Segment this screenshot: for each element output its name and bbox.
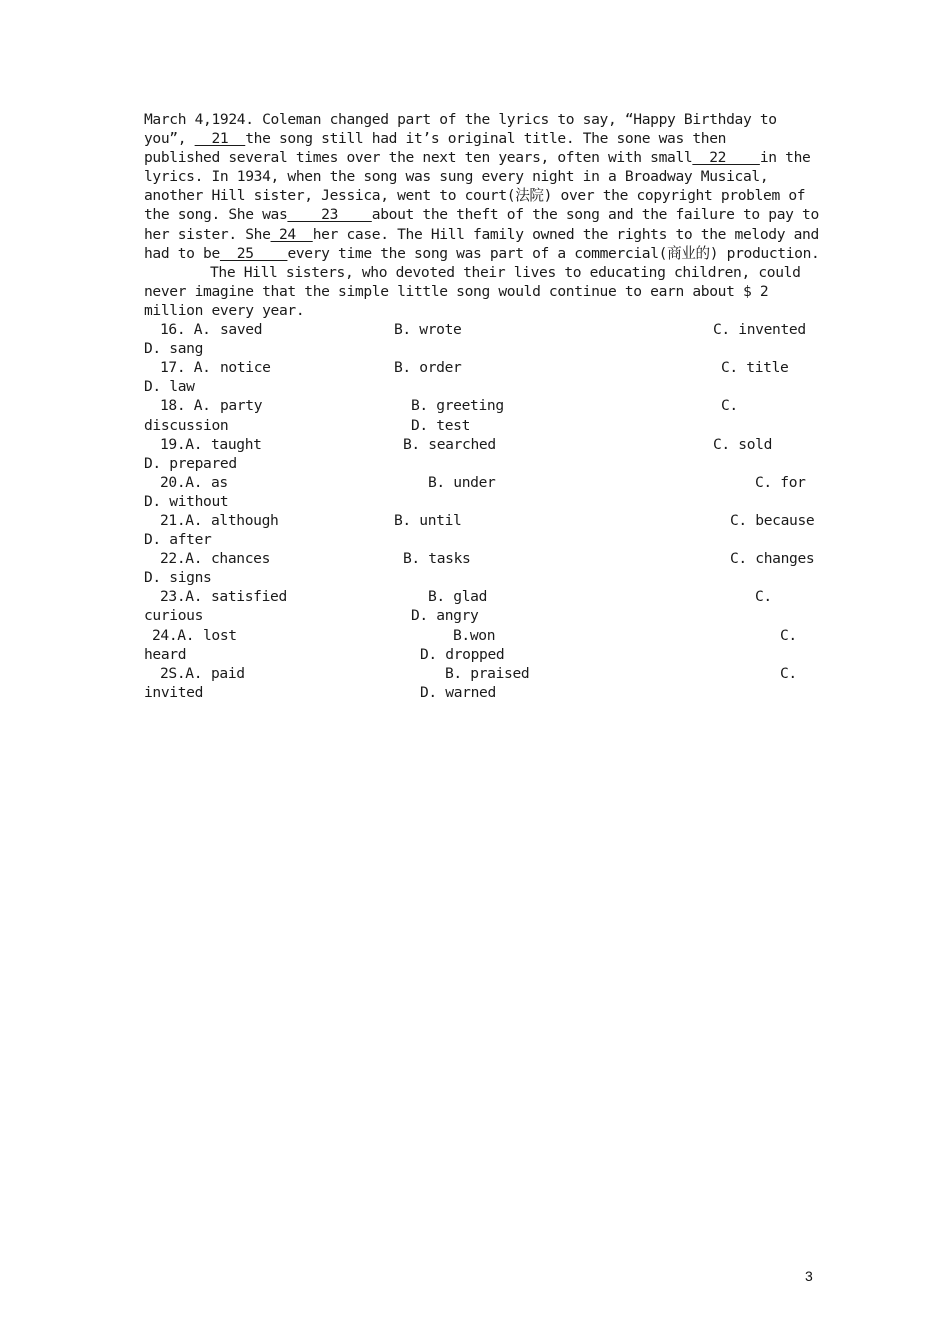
question-16: 16. A. saved B. wrote C. invented xyxy=(160,321,806,339)
passage-line: her sister. She 24 her case. The Hill family owned the rights to the melody and xyxy=(144,225,819,243)
passage-line: published several times over the next ten years, often with small 22 in the xyxy=(144,149,811,167)
question-18: 18. A. party B. greeting C. xyxy=(160,397,738,415)
passage xyxy=(144,110,824,702)
question-19-d: D. prepared xyxy=(144,454,237,472)
question-19: 19.A. taught B. searched C. sold xyxy=(160,435,773,453)
question-24-d: heard D. dropped xyxy=(144,645,505,663)
blank-25: 25 xyxy=(219,244,288,262)
blank-22: 22 xyxy=(692,149,760,167)
passage-line: another Hill sister, Jessica, went to court(法院) over the copyright problem of xyxy=(144,187,806,205)
page-number: 3 xyxy=(805,1268,813,1284)
passage-line: the song. She was 23 about the theft of the song and the failure to pay to xyxy=(144,206,819,224)
passage-line: March 4,1924. Coleman changed part of the lyrics to say, “Happy Birthday to xyxy=(144,111,777,128)
passage-line: million every year. xyxy=(144,301,305,319)
question-17: 17. A. notice B. order C. title xyxy=(160,359,789,377)
passage-line: had to be 25 every time the song was part of a commercial(商业的) production. xyxy=(144,244,820,262)
question-20: 20.A. as B. under C. for xyxy=(160,473,806,491)
passage-line: lyrics. In 1934, when the song was sung every night in a Broadway Musical, xyxy=(144,168,769,186)
question-23-d: curious D. angry xyxy=(144,607,479,625)
passage-line: The Hill sisters, who devoted their lives to educating children, could xyxy=(210,263,801,281)
question-16-d: D. sang xyxy=(144,340,204,358)
question-18-d: discussion D. test xyxy=(144,416,471,434)
question-25: 2S.A. paid B. praised C. xyxy=(160,664,797,682)
passage-line: never imagine that the simple little song would continue to earn about $ 2 xyxy=(144,282,769,300)
question-21: 21.A. although B. until C. because xyxy=(160,511,815,529)
question-23: 23.A. satisfied B. glad C. xyxy=(160,588,772,606)
passage-line: you”, 21 the song still had it’s original title. The sone was then xyxy=(144,130,727,148)
question-22: 22.A. chances B. tasks C. changes xyxy=(160,550,815,568)
question-21-d: D. after xyxy=(144,531,212,549)
blank-23: 23 xyxy=(287,206,372,224)
question-17-d: D. law xyxy=(144,378,195,396)
blank-24: 24 xyxy=(270,225,313,243)
question-24: 24.A. lost B.won C. xyxy=(152,626,797,644)
question-20-d: D. without xyxy=(144,492,229,510)
question-22-d: D. signs xyxy=(144,569,212,587)
question-25-d: invited D. warned xyxy=(144,683,496,701)
blank-21: 21 xyxy=(194,130,246,148)
